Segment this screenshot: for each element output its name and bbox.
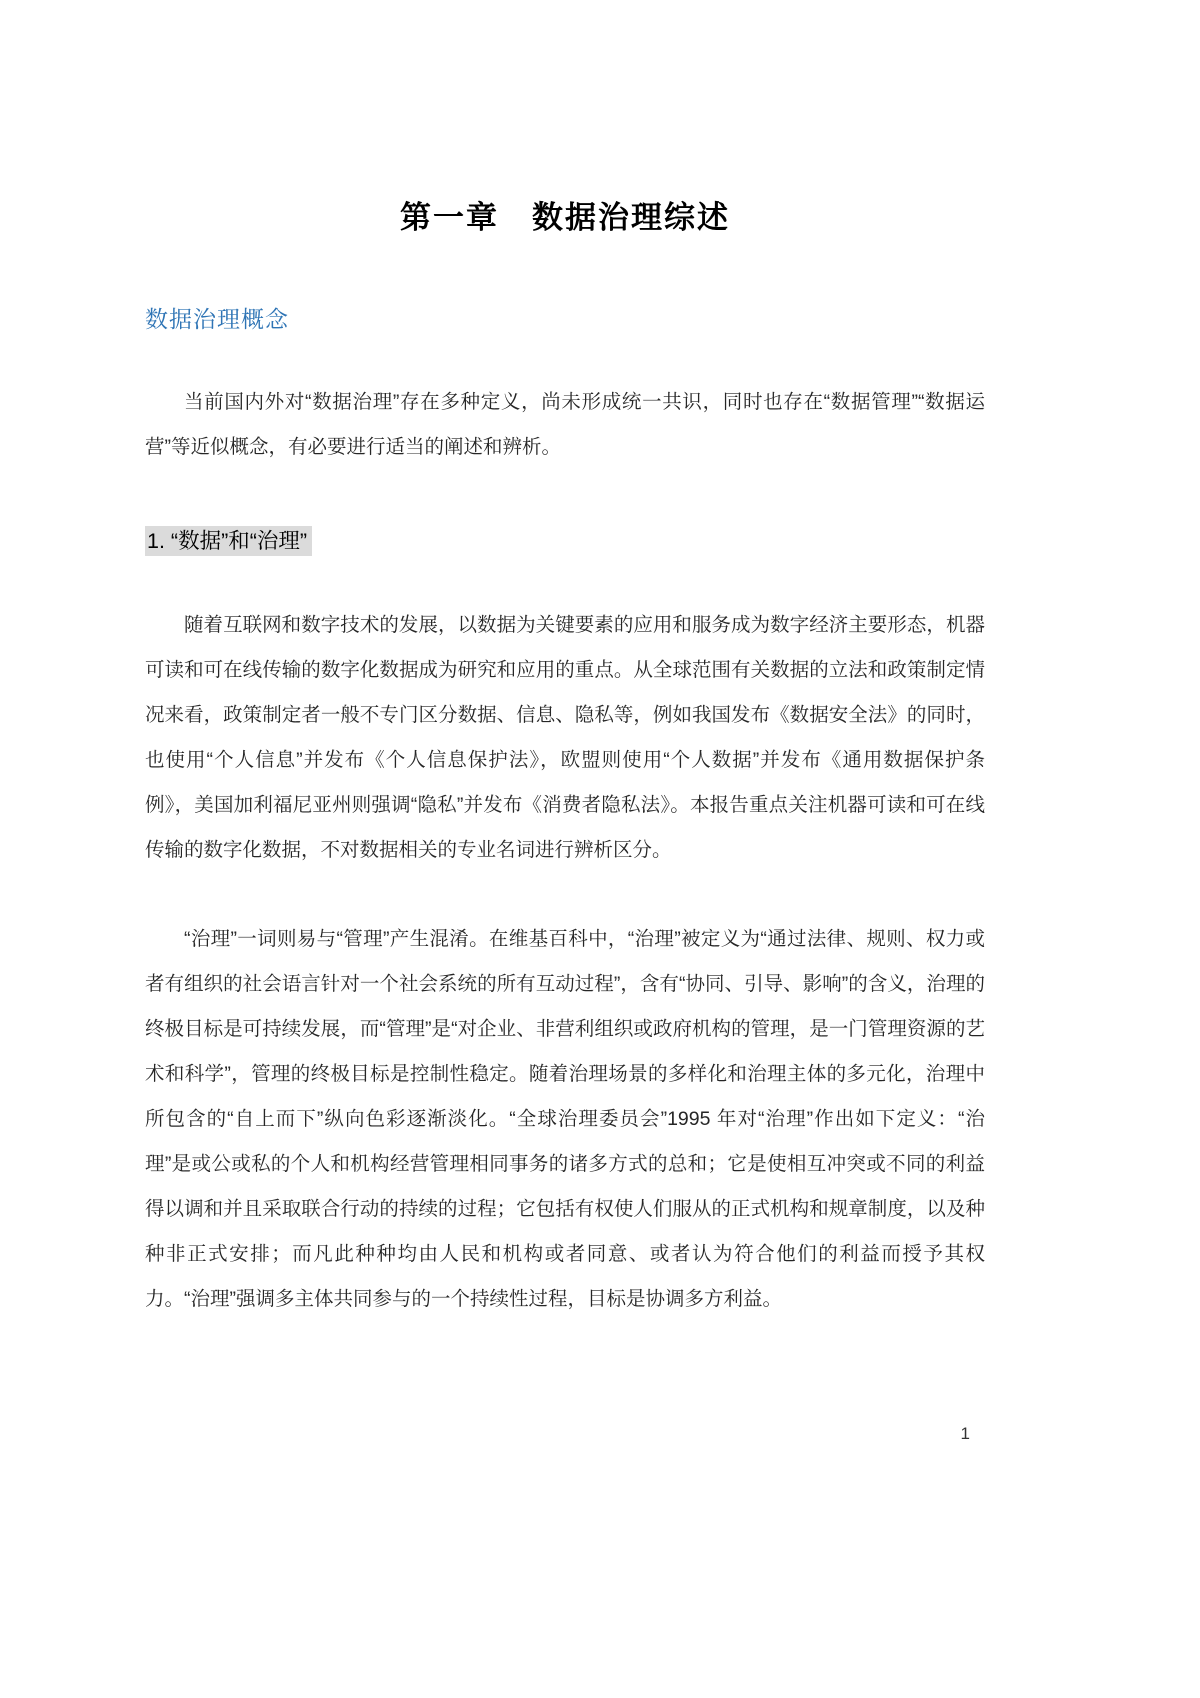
section-heading-concept: 数据治理概念 <box>145 306 289 332</box>
subsection-heading <box>145 524 985 555</box>
paragraph-governance-definition: “治理”一词则易与“管理”产生混淆。在维基百科中，“治理”被定义为“通过法律、规则、权力或者有组织的社会语言针对一个社会系统的所有互动过程”，含有“协同、引导、影响”的含义，治理的终极目标是可持续发展，而“管理”是“对企业、非营利组织或政府机构的管理，是一门管理资源的艺术和科学”，管理的终极目标是控制性稳定。随着治理场景的多样化和治理主体的多元化，治理中所包含的“自上而下”纵向色彩逐渐淡化。“全球治理委员会”1995 年对“治理”作出如下定义：“治理”是或公或私的个人和机构经营管理相同事务的诸多方式的总和；它是使相互冲突或不同的利益得以调和并且采取联合行动的持续的过程；它包括有权使人们服从的正式机构和规章制度，以及种种非正式安排；而凡此种种均由人民和机构或者同意、或者认为符合他们的利益而授予其权力。“治理”强调多主体共同参与的一个持续性过程，目标是协调多方利益。 <box>145 928 985 1310</box>
intro-paragraph: 当前国内外对“数据治理”存在多种定义，尚未形成统一共识，同时也存在“数据管理”“数据运营”等近似概念，有必要进行适当的阐述和辨析。 <box>145 391 985 458</box>
paragraph-data-definition: 随着互联网和数字技术的发展，以数据为关键要素的应用和服务成为数字经济主要形态，机器可读和可在线传输的数字化数据成为研究和应用的重点。从全球范围有关数据的立法和政策制定情况来看，政策制定者一般不专门区分数据、信息、隐私等，例如我国发布《数据安全法》的同时，也使用“个人信息”并发布《个人信息保护法》，欧盟则使用“个人数据”并发布《通用数据保护条例》，美国加利福尼亚州则强调“隐私”并发布《消费者隐私法》。本报告重点关注机器可读和可在线传输的数字化数据，不对数据相关的专业名词进行辨析区分。 <box>145 614 985 861</box>
subsection-heading-text: 1. “数据”和“治理” <box>145 526 312 556</box>
chapter-title: 第一章 数据治理综述 <box>400 200 730 235</box>
page-number: 1 <box>960 1424 970 1443</box>
